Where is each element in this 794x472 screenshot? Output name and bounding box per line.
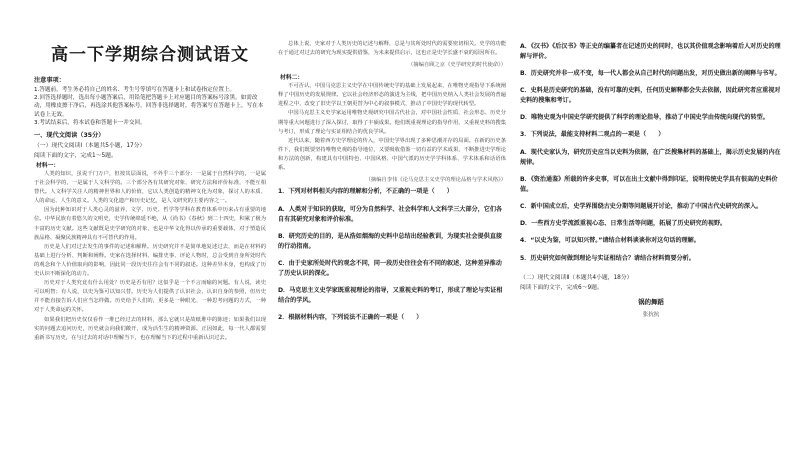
question-stem: 3．下列说法，最能支持材料二观点的一项是（ ） [520, 131, 665, 138]
page-title: 高一下学期综合测试语文 [51, 45, 249, 65]
question-stem: 4．“以史为鉴，可以知兴替。”请结合材料谈谈你对这句话的理解。 [520, 237, 700, 244]
passage-paragraph: 不可否认，中国马克思主义史学在中国传统史学的基础上发展起来，在唯物史观指导下系统阐释了中国历史的发展规律。它以社会经济形态的演进为主线，把中国历史纳入人类社会发展的普遍进程之中，改变了旧史学以王朝更替为中心的叙事模式，推动了中国史学的现代转型。 [278, 83, 506, 108]
answer-option: C．由于史家所处时代的观念不同，同一段历史往往会有不同的叙述，这种差异推动了历史认识的深化。 [278, 260, 502, 278]
column-right [520, 40, 782, 464]
passage-paragraph: 如果我们把历史仅仅看作一堆已经过去的材料，那么它就只是故纸堆中的陈迹；如果我们以现实的问题去追问历史，历史就会向我们敞开，成为活生生的精神资源。正因如此，每一代人都需要重新书写历史，在与过去的对话中理解当下，也在理解当下的过程中重新认识过去。 [34, 316, 266, 341]
answer-option: B．历史研究并非一成不变，每一代人都会从自己时代的问题出发，对历史做出新的阐释与书写。 [520, 70, 781, 77]
passage-paragraph: 因为此种知识对于人类心灵的滋养，文学、历史、哲学等学科在教育体系中历来占有重要的地位。中华民族有着悠久的文明史，史学传统绵延不绝，从《尚书》《春秋》到二十四史，积累了极为丰富的历史文献。这些文献既是史学研究的对象，也是中华文化得以传承的重要载体，对于塑造民族品格、凝聚民族精神具有不可替代的作用。 [34, 207, 266, 241]
answer-option: B．研究历史的目的，是从浩如烟海的史料中总结出经验教训，为现实社会提供直接的行动指南。 [278, 233, 503, 251]
source-citation: （摘编自李伟《论马克思主义史学的理论品格与学术风格》） [365, 177, 506, 184]
answer-option: B．《资治通鉴》所载的许多史事，可以在出土文献中得到印证，说明传统史学具有很高的史料价值。 [520, 176, 778, 193]
column-middle [278, 40, 506, 464]
column-left [34, 40, 266, 464]
notice-item: 3.考试结束后，将本试卷和答题卡一并交回。 [34, 119, 146, 126]
answer-option: A．人类对于知识的获取，可分为自然科学、社会科学和人文科学三大部分，它们各自有其研究对象和评价标准。 [278, 206, 503, 224]
instruction: 阅读下面的文字，完成1～5题。 [34, 153, 117, 160]
passage-paragraph: 近代以来，随着西方史学理论的传入，中国史学界出现了多种思潮并存的局面。在新的历史条件下，我们既要坚持唯物史观的指导地位，又要吸收借鉴一切有益的学术成果，不断推进史学理论和方法的创新，构建具有中国特色、中国风格、中国气派的历史学学科体系、学术体系和话语体系。 [278, 137, 506, 172]
answer-option: C．新中国成立后，史学界围绕古史分期等问题展开讨论，推动了中国古代史研究的深入。 [520, 203, 763, 210]
question-stem: 2．根据材料内容，下列说法不正确的一项是（ ） [278, 314, 423, 322]
section-heading: 一、现代文阅读（35分） [34, 132, 105, 140]
passage-paragraph: 历史对于人类究竟有什么用处？历史是否有用？这似乎是一个不言而喻的问题。有人说，读史可以明智；有人说，以史为鉴可以知兴替。历史为人们提供了认识社会、认识自身的参照，但历史并不能直接告诉人们应当怎样做。历史给予人们的，更多是一种眼光、一种思考问题的方式，一种对于人类命运的关怀。 [34, 280, 266, 314]
answer-option: A．《汉书》《后汉书》等正史的编纂者在记述历史的同时，也以其价值观念影响着后人对历史的理解与评价。 [520, 43, 781, 60]
notice-item: 1.答题前，考生务必将自己的姓名、考生号等填写在答题卡上和试卷指定位置上。 [34, 87, 236, 93]
notice-label: 注意事项： [34, 77, 65, 84]
question-stem: 5．历史研究如何做到理论与实证相结合？请结合材料简要分析。 [520, 255, 695, 262]
subsection-heading: （一）现代文阅读Ⅰ（本题共5小题，17分） [34, 143, 146, 150]
passage-paragraph: 总体上说，史家对于人类历史的记述与解释，总是与其所处时代的需要密切相关。史学的功能在于通过对过去的研究为现实提供借鉴，为未来提供启示，这也正是史学长盛不衰的原因所在。 [278, 41, 506, 57]
answer-option: A．现代史家认为，研究历史应当以史料为依据，在广泛搜集材料的基础上，揭示历史发展的内在规律。 [520, 149, 781, 166]
source-citation: （摘编自顾之京《史学研究的时代使命》） [408, 62, 506, 69]
answer-option: D．一些西方史学流派重视心态、日常生活等问题，拓展了历史研究的视野。 [520, 220, 727, 227]
passage-paragraph: 人类的知识，虽说千门万户，但按其层面说，不外乎三个部分：一是属于自然科学的，一是属于社会科学的，一是属于人文科学的。三个部分各有其研究对象、研究方法和评价标准，不能互相替代。人文科学关注人的精神世界和人的价值，它以人类创造的精神文化为对象，探讨人的本质、人的命运、人生的意义。人类的文化遗产和历史记忆，是人文研究的主要内容之一。 [34, 171, 266, 205]
story-title: 锅的舞蹈 [638, 298, 664, 306]
material-label: 材料一： [36, 163, 60, 170]
story-author: 张抗抗 [642, 312, 660, 318]
passage-paragraph: 历史是人们对过去发生的事件的记述和解释。历史研究并不是简单地复述过去，而是在材料的基础上进行分析、判断和阐释。史家在选择材料、编排史事、评论人物时，总会受到自身所处时代的观念和个人价值取向的影响，因此同一段历史往往会有不同的叙述。这种差异本身，也构成了历史认识不断深化的动力。 [34, 243, 266, 278]
question-stem: 1．下列对材料相关内容的理解和分析，不正确的一项是（ ） [278, 188, 453, 196]
answer-option: D．唯物史观为中国史学研究提供了科学的理论指导，推动了中国史学由传统向现代的转型。 [520, 114, 769, 121]
subsection-heading: （二）现代文阅读Ⅱ（本题共4小题，18分） [520, 275, 633, 281]
material-label: 材料二： [280, 75, 304, 82]
passage-paragraph: 中国马克思主义史学家运用唯物史观研究中国古代社会，对中国社会性质、社会形态、历史分期等重大问题进行了深入探讨，取得了丰硕成果。他们既重视理论的指导作用，又重视史料的搜集与考订，形成了理论与实证相结合的优良学风。 [278, 110, 506, 135]
instruction: 阅读下面的文字，完成6～9题。 [520, 285, 603, 291]
answer-option: C．史料是历史研究的基础，没有可靠的史料，任何历史解释都会失去依据，因此研究者应重视对史料的搜集和考订。 [520, 87, 781, 104]
notice-item: 2.回答选择题时，选出每小题答案后，用铅笔把答题卡上对应题目的答案标号涂黑。如需改动，用橡皮擦干净后，再选涂其他答案标号。回答非选择题时，将答案写在答题卡上，写在本试卷上无效。 [34, 95, 264, 118]
answer-option: D．马克思主义史学家既重视理论的指导，又重视史料的考订，形成了理论与实证相结合的学风。 [278, 287, 503, 305]
